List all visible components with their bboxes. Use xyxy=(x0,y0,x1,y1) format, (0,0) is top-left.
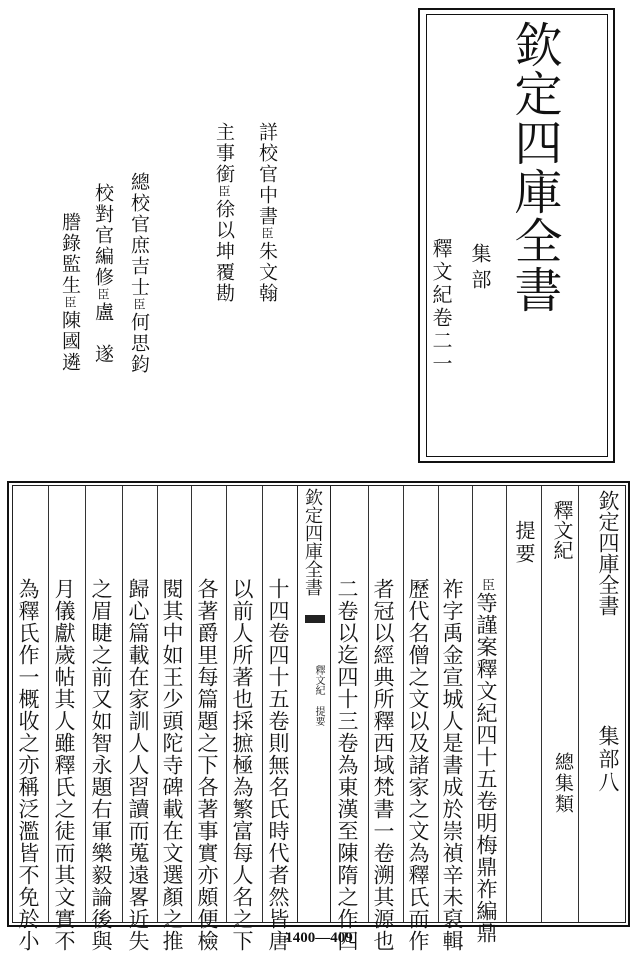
column-rule xyxy=(122,486,123,922)
column-rule xyxy=(506,486,507,922)
text-column xyxy=(90,578,111,952)
credit-role: 詳校官中書 xyxy=(256,122,278,227)
column-rule xyxy=(262,486,263,922)
centre-title: 欽定四庫全書 xyxy=(302,488,323,596)
entry-abstract-label: 提要 xyxy=(512,520,536,566)
credit-role: 校對官編修 xyxy=(92,183,114,288)
fishtail-mark xyxy=(305,615,325,623)
credit-role: 主事銜 xyxy=(213,122,235,185)
column-text: 歷代名僧之文以及諸家之文為釋氏而作 xyxy=(406,578,430,952)
header-category: 總集類 xyxy=(552,752,574,815)
credit-reviewer xyxy=(214,122,233,304)
column-rule xyxy=(472,486,473,922)
header-collection: 集部八 xyxy=(596,725,620,794)
credit-rank: 臣 xyxy=(63,296,77,310)
column-rule xyxy=(157,486,158,922)
credit-name: 陳國遴 xyxy=(59,310,81,373)
centre-subtitle: 釋文紀 提要 xyxy=(313,665,324,726)
credit-chief-collator xyxy=(129,172,148,375)
text-column xyxy=(196,578,217,952)
column-rule xyxy=(541,486,542,922)
page-number: 1400—409 xyxy=(285,930,353,946)
column-text: 十四卷四十五卷則無名氏時代者然皆唐 xyxy=(266,578,290,952)
column-rule xyxy=(226,486,227,922)
column-text: 為釋氏作一概收之亦稱泛濫皆不免於小 xyxy=(16,578,40,952)
text-column xyxy=(336,578,357,952)
credit-rank: 臣 xyxy=(96,288,110,302)
credit-name: 何思鈞 xyxy=(128,312,150,375)
text-column xyxy=(231,578,252,952)
column-text: 閱其中如王少頭陀寺碑載在文選顏之推 xyxy=(160,578,184,952)
text-column xyxy=(475,578,496,944)
credit-name: 徐以坤覆勘 xyxy=(213,199,235,304)
column-text: 各著爵里每篇題之下各著事實亦頗便檢 xyxy=(195,578,219,952)
text-column xyxy=(441,578,462,952)
credit-rank: 臣 xyxy=(132,298,146,312)
credit-collator xyxy=(93,183,112,365)
volume-label: 釋文紀卷二一 xyxy=(429,238,453,376)
main-title: 欽定四庫全書 xyxy=(506,20,562,314)
column-text: 以前人所著也採摭極為繁富每人名之下 xyxy=(230,578,254,952)
column-text: 歸心篇載在家訓人人習讀而蒐遠畧近失 xyxy=(126,578,150,952)
column-rule xyxy=(368,486,369,922)
credit-rank: 臣 xyxy=(217,185,231,199)
column-text: 等謹案釋文紀四十五卷明梅鼎祚編鼎 xyxy=(474,592,498,944)
credit-name: 朱文翰 xyxy=(256,241,278,304)
credit-proofreader xyxy=(257,122,276,304)
column-rule xyxy=(578,486,579,922)
header-title: 欽定四庫全書 xyxy=(596,490,620,616)
column-text: 月儀獻歲帖其人雖釋氏之徒而其文實不 xyxy=(52,578,76,952)
text-column xyxy=(127,578,148,952)
column-rule xyxy=(191,486,192,922)
column-rule xyxy=(403,486,404,922)
credit-role: 謄錄監生 xyxy=(59,212,81,296)
text-column xyxy=(372,578,393,952)
text-column xyxy=(407,578,428,952)
column-rule xyxy=(48,486,49,922)
text-column xyxy=(161,578,182,952)
column-text: 之眉睫之前又如智永題右軍樂毅論後與 xyxy=(89,578,113,952)
text-column xyxy=(267,578,288,952)
text-column xyxy=(17,578,38,952)
credit-name: 盧 遂 xyxy=(92,302,114,365)
column-text: 二卷以迄四十三卷為東漢至陳隋之作四 xyxy=(335,578,359,952)
column-lead: 臣 xyxy=(479,578,494,592)
section-label: 集部 xyxy=(468,243,492,295)
credit-copyist xyxy=(60,212,79,373)
credit-role: 總校官庶吉士 xyxy=(128,172,150,298)
column-rule xyxy=(438,486,439,922)
column-text: 祚字禹金宣城人是書成於崇禎辛未裒輯 xyxy=(440,578,464,952)
entry-title: 釋文紀 xyxy=(550,500,574,560)
column-rule xyxy=(85,486,86,922)
column-text: 者冠以經典所釋西域梵書一卷溯其源也 xyxy=(371,578,395,952)
text-column xyxy=(53,578,74,952)
credit-rank: 臣 xyxy=(260,227,274,241)
